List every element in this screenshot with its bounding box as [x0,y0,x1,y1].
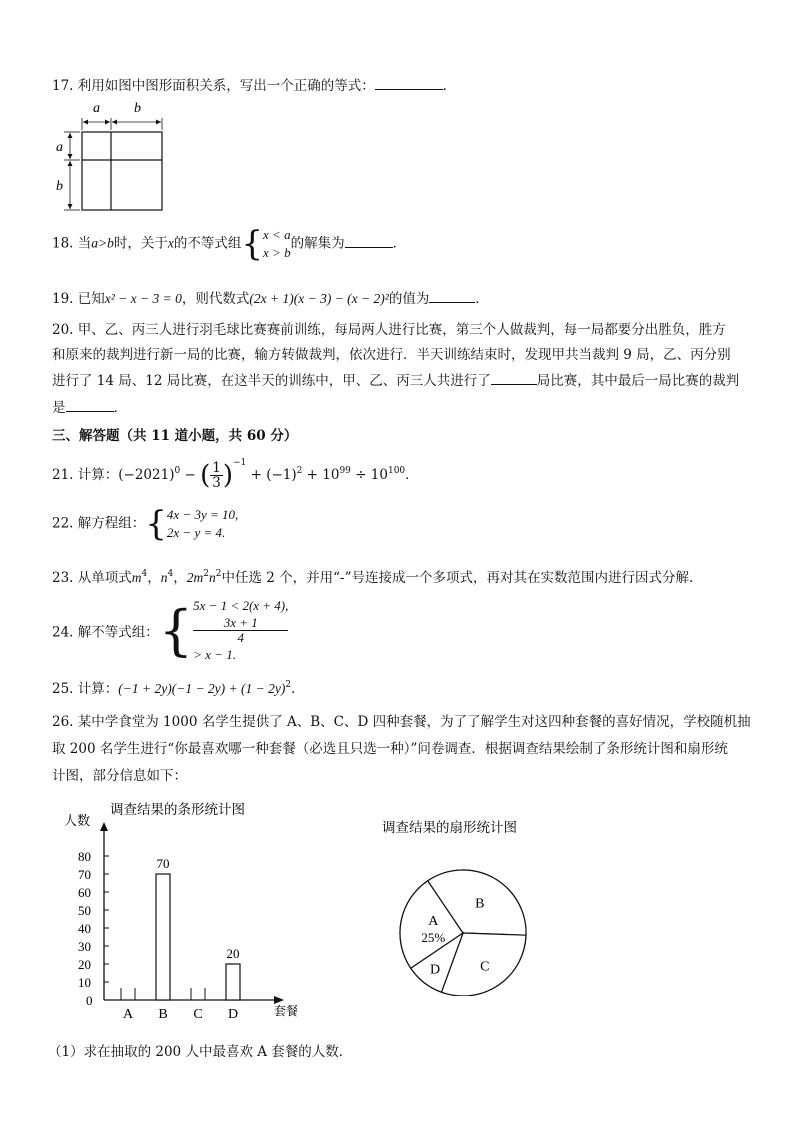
pie-chart-title: 调查结果的扇形统计图 [382,820,517,835]
q24-eq2 [193,616,288,665]
q21-e1: 0 [174,466,181,476]
q22-eq1: 4x − 3y = 10, [166,507,239,522]
q19-blank [429,290,475,303]
q18-cond: a>b [91,235,114,251]
q23-sep1: ， [147,570,161,586]
bar-D-value: 20 [226,946,240,961]
q18-ineq2: x > b [263,245,291,260]
q21-t1: (−2021) [118,467,175,483]
q21-rest2: + 10 [302,467,340,483]
q18-mid2: 的不等式组 [173,235,242,252]
q24-num: 3x + 1 [193,616,288,631]
q21-e5: 100 [387,466,406,476]
q23-m3b: n [208,570,216,585]
q21-lparen: ( [200,460,211,491]
q24-system [193,596,288,665]
bar-y-tick-label: 20 [78,957,91,972]
q25-expr: (−1 + 2y)(−1 − 2y) + (1 − 2y) [118,681,286,696]
bar-y-tick-label: 40 [78,921,91,936]
pie-percent-A: 25% [421,930,446,946]
q17-figure [52,96,172,216]
q24-eq2-rest: > x − 1. [193,647,236,662]
q24-line [52,596,288,665]
bar-B [156,874,170,1000]
q20-blank1 [491,372,537,385]
q23-m1: m [131,570,142,585]
q25-pre: 25. 计算： [52,681,119,697]
q23-pre: 23. 从单项式 [52,570,132,586]
bar-y-tick-label: 60 [78,885,91,900]
q21-den: 3 [212,475,221,491]
q20-blank2 [66,399,114,412]
q20-line1: 20. 甲、乙、丙三人进行羽毛球比赛赛前训练，每局两人进行比赛，第三个人做裁判，每一局都要分出胜负，胜方 [52,322,726,338]
q18-var: x [167,235,174,251]
q21-e2: −1 [233,458,247,468]
q23-m2e: 4 [167,569,174,579]
q20-line3 [52,369,739,389]
pie-label-C: C [480,959,490,975]
q20-line4: 是 ． [52,400,127,416]
pie-label-D: D [430,962,441,978]
q23-m3e: 2 [203,569,209,579]
q18-line: 18. 当a>b时，关于x的不等式组{ x < a x > b 的解集为 ． [52,224,407,264]
q25-end: ． [291,681,305,697]
q21-num: 1 [212,460,221,476]
q24-pre: 24. 解不等式组： [52,624,159,641]
q17-label-a-left: a [56,140,63,155]
q22-line [52,506,238,542]
q22-pre: 22. 解方程组： [52,515,146,532]
pie-chart [378,812,548,996]
pie-label-B: B [475,896,485,912]
q20-line3-a: 进行了 14 局、12 局比赛，在这半天的训练中，甲、乙、丙三人共进行了 [52,373,491,389]
q24-brace: { [158,598,194,662]
q20-line2: 和原来的裁判进行新一局的比赛，输方转做裁判，依次进行．半天训练结束时，发现甲共当裁判 9 局，乙、丙分别 [52,347,731,363]
q18-system [263,226,291,262]
q17-blank [375,77,443,90]
q17-label-b-left: b [56,179,63,194]
q22-eq2: 2x − y = 4. [166,525,226,540]
q23-line [52,566,703,586]
q21-line [52,458,419,491]
bar-category-B: B [158,1007,168,1022]
bar-y-tick-label: 80 [78,849,91,864]
q19-post: 的值为 [388,291,430,307]
bar-y-tick-label: 10 [78,975,91,990]
q17-text: 17. 利用如图中图形面积关系，写出一个正确的等式： [52,78,375,94]
q17-label-a-top: a [93,101,100,116]
q26-line2: 取 200 名学生进行“你最喜欢哪一种套餐（必选且只选一种）”问卷调查．根据调查结果绘制了条形统计图和扇形统 [52,741,728,757]
bar-x-axis-arrow [274,996,284,1004]
bar-category-C: C [193,1007,203,1022]
q21-rparen: ) [222,460,234,491]
bar-category-D: D [227,1007,239,1022]
q26-line3: 计图，部分信息如下： [52,768,187,784]
bar-chart-title: 调查结果的条形统计图 [110,802,245,817]
q23-m2: n [160,570,168,585]
q18-blank [345,235,393,248]
q23-m1e: 4 [141,569,148,579]
q21-e3: 2 [296,466,303,476]
bar-chart-xlabel: 套餐 [274,1004,299,1018]
q19-pre: 19. 已知 [52,291,105,307]
q24-eq1: 5x − 1 < 2(x + 4), [193,598,289,613]
q18-brace: { [241,224,264,264]
q23-m3be: 2 [215,569,222,579]
q21-pre: 21. 计算： [52,467,119,483]
bar-y-tick-label: 50 [78,903,91,918]
q26-line1: 26. 某中学食堂为 1000 名学生提供了 A、B、C、D 四种套餐，为了了解学生对这四种套餐的喜好情况，学校随机抽 [52,714,751,730]
bar-y-axis-arrow [100,822,108,831]
q24-den: 4 [237,630,244,645]
q20-line3-b: 局比赛，其中最后一局比赛的裁判 [536,373,740,389]
bar-chart [52,798,312,1026]
q21-end: ． [405,467,419,483]
q21-frac [210,461,223,490]
q17-label-b-top: b [134,101,141,116]
q18-ineq1: x < a [263,227,291,242]
bar-B-value: 70 [156,856,170,871]
bar-y-tick-label: 30 [78,939,91,954]
q18-mid: 时，关于 [113,235,168,252]
q21-rest: + (−1) [246,467,297,483]
q25-exp: 2 [285,680,292,690]
bar-chart-ylabel: 人数 [64,813,91,828]
q22-brace: { [145,504,167,544]
pie-label-A: A [428,914,439,930]
bar-category-A: A [122,1007,134,1022]
bar-D [226,964,240,1000]
q24-frac [193,616,288,645]
q21-rest3: ÷ 10 [350,467,388,483]
q19-eq: x² − x − 3 = 0 [104,291,182,306]
q18-post: 的解集为 [290,235,345,252]
q26-sub1: （1）求在抽取的 200 人中最喜欢 A 套餐的人数． [48,1044,353,1060]
q22-system [167,506,238,542]
q23-m3: 2m [186,570,204,585]
section3-heading: 三、解答题（共 11 道小题，共 60 分） [52,428,298,444]
q23-post: 中任选 2 个，并用“-”号连接成一个多项式，再对其在实数范围内进行因式分解． [221,570,703,586]
q19-mid: ，则代数式 [181,291,250,307]
q17-line: 17. 利用如图中图形面积关系，写出一个正确的等式： ． [52,78,457,94]
bar-y-tick-label: 70 [78,867,91,882]
q23-sep2: ， [173,570,187,586]
q25-line [52,677,305,697]
q21-e4: 99 [339,466,351,476]
bar-y-tick-label: 0 [86,993,93,1008]
q18-pre: 18. 当 [52,235,92,252]
q19-expr: (2x + 1)(x − 3) − (x − 2)² [249,291,389,306]
q21-minus: − [180,467,201,483]
q20-line4-text: 是 [52,400,66,416]
q19-line: 19. 已知x² − x − 3 = 0，则代数式(2x + 1)(x − 3) − (x − 2)²的值为 ． [52,291,489,307]
